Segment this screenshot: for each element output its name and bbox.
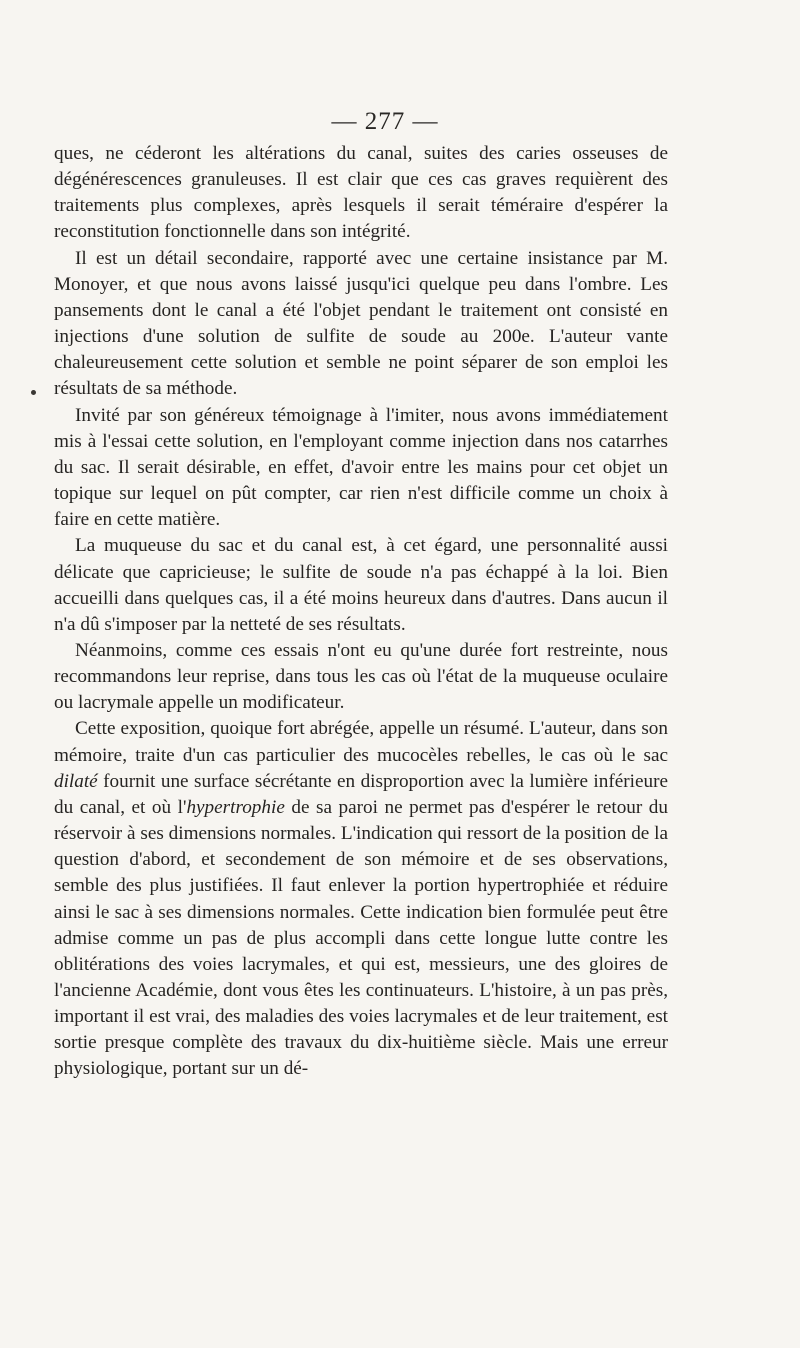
paragraph-text: La muqueuse du sac et du canal est, à cet égard, une personnalité aussi délicate que capricieuse; le sulfite de soude n'a pas échappé à la loi. Bien accueilli dans quelques cas, il a été moins heureux dans d'autres. Dans aucun il n'a dû s'imposer par la netteté de ses résultats. xyxy=(54,535,668,635)
margin-dot-mark xyxy=(31,390,36,395)
italic-term-hypertrophie: hypertrophie xyxy=(186,796,285,818)
paragraph-text: Invité par son généreux témoignage à l'imiter, nous avons immédiatement mis à l'essai cette solution, en l'employant comme injection dans nos catarrhes du sac. Il serait désirable, en effet, d'avoir entre les mains pour cet objet un topique sur lequel on pût compter, car rien n'est difficile comme un choix à faire en cette matière. xyxy=(54,404,668,531)
paragraph-text: ques, ne céderont les altérations du canal, suites des caries osseuses de dégénérescences granuleuses. Il est clair que ces cas graves requièrent des traitements plus complexes, après lesquels il serait téméraire d'espérer la reconstitution fonctionnelle dans son intégrité. xyxy=(54,143,668,243)
page-number: — 277 — xyxy=(331,108,439,135)
text-body xyxy=(54,141,668,1083)
paragraph-text: de sa paroi ne permet pas d'espérer le retour du réservoir à ses dimensions normales. L'indication qui ressort de la position de la question d'abord, et secondement de son mémoire et de ses observations, semble des plus justifiées. Il faut enlever la portion hypertrophiée et réduire ainsi le sac à ses dimensions normales. Cette indication bien formulée peut être admise comme un pas de plus accompli dans cette longue lutte contre les oblitérations des voies lacrymales, et qui est, messieurs, une des gloires de l'ancienne Académie, dont vous êtes les continuateurs. L'histoire, à un pas près, important il est vrai, des maladies des voies lacrymales et de leur traitement, est sortie presque complète des travaux du dix-huitième siècle. Mais une erreur physiologique, portant sur un dé- xyxy=(54,796,668,1080)
paragraph-2 xyxy=(54,246,668,403)
paragraph-text: Cette exposition, quoique fort abrégée, appelle un résumé. L'auteur, dans son mémoire, traite d'un cas particulier des mucocèles rebelles, le cas où le sac xyxy=(54,718,668,766)
paragraph-text: Il est un détail secondaire, rapporté avec une certaine insistance par M. Monoyer, et que nous avons laissé jusqu'ici quelque peu dans l'ombre. Les pansements dont le canal a été l'objet pendant le traitement ont consisté en injections d'une solution de sulfite de soude au 200e. L'auteur vante chaleureusement cette solution et semble ne point séparer de son emploi les résultats de sa méthode. xyxy=(54,247,668,400)
paragraph-5 xyxy=(54,638,668,716)
paragraph-text: Néanmoins, comme ces essais n'ont eu qu'une durée fort restreinte, nous recommandons leur reprise, dans tous les cas où l'état de la muqueuse oculaire ou lacrymale appelle un modificateur. xyxy=(54,639,668,714)
paragraph-1 xyxy=(54,141,668,246)
italic-term-dilate: dilaté xyxy=(54,770,98,792)
paragraph-3 xyxy=(54,403,668,534)
paragraph-6 xyxy=(54,716,668,1082)
paragraph-text: fournit une surface sécrétante en disproportion avec la lumière inférieure du canal, et où l' xyxy=(54,770,668,818)
paragraph-4 xyxy=(54,533,668,638)
